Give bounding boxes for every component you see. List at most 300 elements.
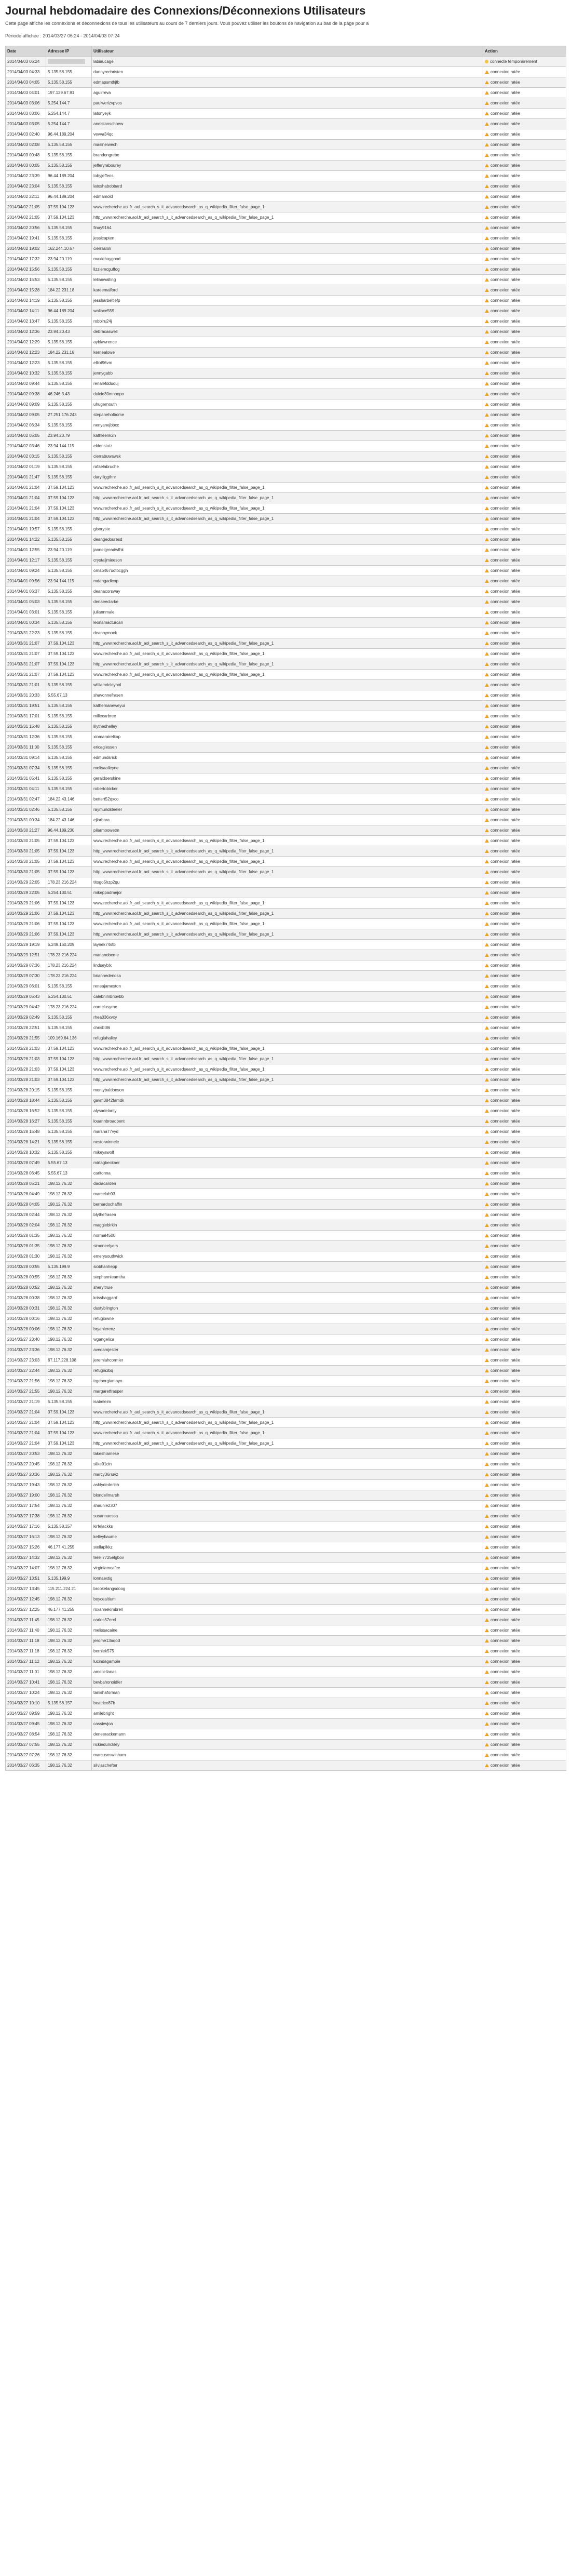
cell-user: shaunie2307: [92, 1501, 483, 1511]
table-row: [6, 1106, 566, 1116]
cell-action: [483, 493, 566, 503]
action-label: connexion ratée: [491, 277, 520, 282]
table-row: [6, 1438, 566, 1449]
cell-action: [483, 410, 566, 420]
cell-ip: 5.254.144.7: [46, 119, 92, 129]
cell-action: [483, 57, 566, 67]
cell-action: [483, 1231, 566, 1241]
table-row: [6, 586, 566, 597]
cell-action: [483, 877, 566, 888]
action-label: connexion ratée: [491, 1514, 520, 1518]
table-row: [6, 909, 566, 919]
table-row: [6, 472, 566, 483]
cell-user: silke91cin: [92, 1459, 483, 1470]
table-row: [6, 431, 566, 441]
table-row: [6, 514, 566, 524]
cell-user: www.recherche.aol.fr_aol_search_s_it_advancedsearch_as_q_wikipedia_filter_false_page_1: [92, 670, 483, 680]
action-label: connexion ratée: [491, 288, 520, 292]
table-row: [6, 1760, 566, 1771]
action-label: connexion ratée: [491, 1379, 520, 1383]
cell-action: [483, 233, 566, 244]
table-row: [6, 1407, 566, 1418]
warning-icon: [485, 1379, 489, 1383]
cell-action: [483, 1272, 566, 1283]
action-label: connexion ratée: [491, 797, 520, 802]
column-header-user[interactable]: Utilisateur: [92, 46, 483, 57]
warning-icon: [485, 1566, 489, 1570]
column-header-action[interactable]: Action: [483, 46, 566, 57]
cell-date: 2014/04/03 03:06: [6, 98, 46, 109]
cell-action: [483, 638, 566, 649]
warning-icon: [485, 569, 489, 572]
table-row: [6, 1210, 566, 1220]
table-row: [6, 348, 566, 358]
cell-action: [483, 607, 566, 618]
cell-user: wallace559: [92, 306, 483, 316]
cell-user: chrisbt86: [92, 1023, 483, 1033]
cell-date: 2014/03/28 00:55: [6, 1262, 46, 1272]
cell-date: 2014/04/02 22:11: [6, 192, 46, 202]
cell-date: 2014/03/31 21:07: [6, 670, 46, 680]
action-label: connexion ratée: [491, 444, 520, 448]
cell-date: 2014/03/28 01:35: [6, 1241, 46, 1251]
cell-action: [483, 1334, 566, 1345]
action-label: connexion ratée: [491, 662, 520, 666]
action-label: connexion ratée: [491, 1212, 520, 1217]
warning-icon: [485, 517, 489, 520]
cell-date: 2014/03/29 02:49: [6, 1012, 46, 1023]
cell-action: [483, 1158, 566, 1168]
cell-action: [483, 1241, 566, 1251]
cell-date: 2014/04/03 02:40: [6, 129, 46, 140]
warning-icon: [485, 1732, 489, 1736]
cell-ip: 5.254.130.51: [46, 888, 92, 898]
cell-ip: 5.135.58.155: [46, 586, 92, 597]
warning-icon: [485, 725, 489, 728]
cell-user: susannaessa: [92, 1511, 483, 1521]
cell-date: 2014/03/28 21:03: [6, 1075, 46, 1085]
table-row: [6, 1480, 566, 1490]
cell-ip: 5.135.58.155: [46, 701, 92, 711]
cell-action: [483, 701, 566, 711]
action-label: connexion ratée: [491, 111, 520, 116]
table-row: [6, 1625, 566, 1636]
action-label: connexion ratée: [491, 1711, 520, 1716]
warning-icon: [485, 1213, 489, 1217]
warning-icon: [485, 330, 489, 333]
cell-action: [483, 67, 566, 77]
cell-action: [483, 1490, 566, 1501]
cell-date: 2014/03/27 21:04: [6, 1418, 46, 1428]
action-label: connexion ratée: [491, 1389, 520, 1394]
table-row: [6, 1532, 566, 1542]
cell-date: 2014/03/27 21:56: [6, 1376, 46, 1386]
cell-action: [483, 836, 566, 846]
column-header-date[interactable]: Date: [6, 46, 46, 57]
cell-date: 2014/03/31 22:23: [6, 628, 46, 638]
warning-icon: [485, 1473, 489, 1476]
cell-action: [483, 1521, 566, 1532]
cell-ip: 162.244.10.67: [46, 244, 92, 254]
cell-user: pilarmoowetm: [92, 825, 483, 836]
cell-action: [483, 1584, 566, 1594]
cell-date: 2014/04/01 05:03: [6, 597, 46, 607]
cell-date: 2014/03/31 04:11: [6, 784, 46, 794]
warning-icon: [485, 548, 489, 552]
cell-action: [483, 992, 566, 1002]
cell-date: 2014/04/02 03:46: [6, 441, 46, 451]
action-label: connexion ratée: [491, 1358, 520, 1363]
warning-icon: [485, 91, 489, 95]
warning-icon: [485, 953, 489, 957]
cell-user: reneajameston: [92, 981, 483, 992]
table-row: [6, 992, 566, 1002]
cell-user: robertobicker: [92, 784, 483, 794]
cell-action: [483, 1573, 566, 1584]
cell-date: 2014/03/28 15:48: [6, 1127, 46, 1137]
action-label: connexion ratée: [491, 589, 520, 594]
cell-action: [483, 1459, 566, 1470]
warning-icon: [485, 1130, 489, 1133]
warning-icon: [485, 1618, 489, 1622]
table-row: [6, 1366, 566, 1376]
action-label: connexion ratée: [491, 953, 520, 957]
cell-action: [483, 1345, 566, 1355]
cell-action: [483, 628, 566, 638]
cell-user: takeshiamese: [92, 1449, 483, 1459]
table-row: [6, 181, 566, 192]
cell-action: [483, 597, 566, 607]
action-label: connexion ratée: [491, 755, 520, 760]
cell-ip: 178.23.216.224: [46, 971, 92, 981]
table-row: [6, 794, 566, 805]
warning-icon: [485, 1140, 489, 1144]
warning-icon: [485, 1504, 489, 1507]
cell-action: [483, 1064, 566, 1075]
cell-action: [483, 98, 566, 109]
warning-icon: [485, 1057, 489, 1061]
cell-date: 2014/03/27 22:44: [6, 1366, 46, 1376]
table-row: [6, 1127, 566, 1137]
warning-icon: [485, 1182, 489, 1185]
table-row: [6, 1116, 566, 1127]
table-row: [6, 898, 566, 909]
cell-date: 2014/03/29 06:01: [6, 981, 46, 992]
table-row: [6, 825, 566, 836]
cell-user: kerriealowe: [92, 348, 483, 358]
action-label: connexion ratée: [491, 402, 520, 407]
cell-user: beatrice87b: [92, 1698, 483, 1709]
cell-action: [483, 857, 566, 867]
warning-icon: [485, 808, 489, 811]
cell-user: ashlydederich: [92, 1480, 483, 1490]
warning-icon: [485, 112, 489, 115]
cell-user: labiaucage: [92, 57, 483, 67]
table-row: [6, 119, 566, 129]
cell-user: stepaneholbome: [92, 410, 483, 420]
cell-user: ejlarbara: [92, 815, 483, 825]
cell-ip: 5.135.58.155: [46, 773, 92, 784]
cell-ip: 5.135.58.155: [46, 161, 92, 171]
table-row: [6, 1646, 566, 1657]
cell-ip: 5.135.58.155: [46, 566, 92, 576]
action-label: connexion ratée: [491, 838, 520, 843]
warning-icon: [485, 1514, 489, 1518]
cell-action: [483, 1563, 566, 1573]
cell-user: berniek575: [92, 1646, 483, 1657]
action-label: connecté temporairement: [490, 59, 537, 64]
action-label: connexion ratée: [491, 548, 520, 552]
cell-user: maggieblrkin: [92, 1220, 483, 1231]
action-label: connexion ratée: [491, 1057, 520, 1061]
cell-ip: 23.94.144.115: [46, 441, 92, 451]
warning-icon: [485, 184, 489, 188]
action-label: connexion ratée: [491, 1701, 520, 1705]
cell-ip: 198.12.76.32: [46, 1594, 92, 1605]
cell-date: 2014/03/27 11:01: [6, 1667, 46, 1677]
warning-icon: [485, 1275, 489, 1279]
action-label: connexion ratée: [491, 1171, 520, 1176]
warning-icon: [485, 444, 489, 448]
warning-icon: [485, 1535, 489, 1539]
cell-user: bernardochaffin: [92, 1199, 483, 1210]
cell-action: [483, 1044, 566, 1054]
action-label: connexion ratée: [491, 828, 520, 833]
table-row: [6, 275, 566, 285]
cell-action: [483, 888, 566, 898]
action-label: connexion ratée: [491, 1659, 520, 1664]
cell-user: http_www.recherche.aol.fr_aol_search_s_it_advancedsearch_as_q_wikipedia_filter_false_page_1: [92, 659, 483, 670]
table-row: [6, 1283, 566, 1293]
cell-date: 2014/03/27 11:18: [6, 1636, 46, 1646]
table-row: [6, 1698, 566, 1709]
table-row: [6, 940, 566, 950]
cell-action: [483, 1376, 566, 1386]
table-row: [6, 1033, 566, 1044]
table-row: [6, 1137, 566, 1147]
cell-date: 2014/03/29 21:06: [6, 929, 46, 940]
cell-date: 2014/04/03 00:48: [6, 150, 46, 161]
cell-user: gisoryste: [92, 524, 483, 535]
warning-icon: [485, 527, 489, 531]
table-row: [6, 524, 566, 535]
cell-user: dannyrechristen: [92, 67, 483, 77]
cell-ip: 5.135.58.155: [46, 1127, 92, 1137]
cell-user: rhea036xvxy: [92, 1012, 483, 1023]
cell-user: omab467uotocggh: [92, 566, 483, 576]
table-row: [6, 451, 566, 462]
table-header-row: [6, 46, 566, 57]
cell-action: [483, 1677, 566, 1688]
cell-date: 2014/04/02 21:05: [6, 212, 46, 223]
cell-date: 2014/03/31 02:47: [6, 794, 46, 805]
warning-icon: [485, 268, 489, 271]
cell-ip: 5.135.58.155: [46, 607, 92, 618]
cell-ip: 198.12.76.32: [46, 1657, 92, 1667]
table-row: [6, 503, 566, 514]
warning-icon: [485, 1026, 489, 1030]
cell-ip: 115.211.224.21: [46, 1584, 92, 1594]
column-header-ip[interactable]: Adresse IP: [46, 46, 92, 57]
cell-ip: 5.135.58.155: [46, 981, 92, 992]
table-row: [6, 316, 566, 327]
action-label: connexion ratée: [491, 1472, 520, 1477]
warning-icon: [485, 1088, 489, 1092]
cell-date: 2014/04/03 04:05: [6, 77, 46, 88]
action-label: connexion ratée: [491, 1524, 520, 1529]
action-label: connexion ratée: [491, 579, 520, 583]
warning-icon: [485, 1244, 489, 1248]
action-label: connexion ratée: [491, 610, 520, 615]
cell-ip: 178.23.216.224: [46, 950, 92, 960]
cell-action: [483, 254, 566, 264]
warning-icon: [485, 371, 489, 375]
action-label: connexion ratée: [491, 558, 520, 563]
table-row: [6, 971, 566, 981]
table-row: [6, 1054, 566, 1064]
warning-icon: [485, 787, 489, 791]
cell-action: [483, 1750, 566, 1760]
action-label: connexion ratée: [491, 90, 520, 95]
warning-icon: [485, 70, 489, 74]
cell-ip: 5.135.58.155: [46, 1012, 92, 1023]
cell-ip: 198.12.76.32: [46, 1303, 92, 1314]
cell-date: 2014/03/31 21:07: [6, 659, 46, 670]
cell-date: 2014/04/02 20:56: [6, 223, 46, 233]
cell-user: www.recherche.aol.fr_aol_search_s_it_advancedsearch_as_q_wikipedia_filter_false_page_1: [92, 1064, 483, 1075]
cell-action: [483, 566, 566, 576]
warning-icon: [485, 797, 489, 801]
warning-icon: [485, 506, 489, 510]
cell-date: 2014/04/01 19:57: [6, 524, 46, 535]
table-row: [6, 1667, 566, 1677]
cell-action: [483, 77, 566, 88]
action-label: connexion ratée: [491, 1607, 520, 1612]
action-label: connexion ratée: [491, 1732, 520, 1737]
cell-user: www.recherche.aol.fr_aol_search_s_it_advancedsearch_as_q_wikipedia_filter_false_page_1: [92, 919, 483, 929]
warning-icon: [485, 1462, 489, 1466]
cell-action: [483, 1189, 566, 1199]
cell-user: denaeeclarke: [92, 597, 483, 607]
cell-user: marcusoswinham: [92, 1750, 483, 1760]
cell-user: www.recherche.aol.fr_aol_search_s_it_advancedsearch_as_q_wikipedia_filter_false_page_1: [92, 649, 483, 659]
table-row: [6, 732, 566, 742]
cell-date: 2014/04/02 19:02: [6, 244, 46, 254]
warning-icon: [485, 849, 489, 853]
warning-icon: [485, 423, 489, 427]
cell-ip: 5.135.58.155: [46, 618, 92, 628]
warning-icon: [485, 101, 489, 105]
table-row: [6, 1002, 566, 1012]
cell-action: [483, 555, 566, 566]
cell-date: 2014/03/27 09:59: [6, 1709, 46, 1719]
cell-action: [483, 919, 566, 929]
warning-icon: [485, 901, 489, 905]
cell-user: kathernaneweyui: [92, 701, 483, 711]
warning-icon: [485, 984, 489, 988]
cell-action: [483, 431, 566, 441]
cell-ip: 198.12.76.32: [46, 1563, 92, 1573]
cell-date: 2014/03/29 21:06: [6, 919, 46, 929]
action-label: connexion ratée: [491, 724, 520, 729]
action-label: connexion ratée: [491, 350, 520, 355]
cell-action: [483, 690, 566, 701]
warning-icon: [485, 1670, 489, 1674]
cell-ip: 198.12.76.32: [46, 1709, 92, 1719]
cell-date: 2014/03/29 21:06: [6, 909, 46, 919]
action-label: connexion ratée: [491, 766, 520, 770]
action-label: connexion ratée: [491, 1296, 520, 1300]
cell-ip: 5.135.58.155: [46, 379, 92, 389]
cell-action: [483, 1324, 566, 1334]
cell-action: [483, 753, 566, 763]
cell-date: 2014/03/31 21:07: [6, 638, 46, 649]
table-row: [6, 960, 566, 971]
action-label: connexion ratée: [491, 1327, 520, 1331]
warning-icon: [485, 538, 489, 541]
cell-user: http_www.recherche.aol.fr_aol_search_s_it_advancedsearch_as_q_wikipedia_filter_false_page_1: [92, 846, 483, 857]
action-label: connexion ratée: [491, 880, 520, 885]
warning-icon: [485, 319, 489, 323]
warning-icon: [485, 652, 489, 656]
cell-ip: [46, 57, 92, 67]
cell-user: sheryltruie: [92, 1283, 483, 1293]
cell-ip: 5.135.58.155: [46, 1137, 92, 1147]
cell-date: 2014/03/27 23:03: [6, 1355, 46, 1366]
cell-user: melisaalleyne: [92, 763, 483, 773]
action-label: connexion ratée: [491, 1638, 520, 1643]
cell-ip: 5.135.58.155: [46, 732, 92, 742]
cell-ip: 5.135.58.155: [46, 358, 92, 368]
table-row: [6, 1657, 566, 1667]
cell-ip: 23.94.20.43: [46, 327, 92, 337]
cell-ip: 198.12.76.32: [46, 1324, 92, 1334]
cell-date: 2014/03/27 08:54: [6, 1729, 46, 1740]
cell-ip: 5.135.58.157: [46, 1698, 92, 1709]
table-row: [6, 722, 566, 732]
cell-ip: 5.135.199.9: [46, 1573, 92, 1584]
cell-ip: 37.59.104.123: [46, 1044, 92, 1054]
table-row: [6, 212, 566, 223]
cell-action: [483, 940, 566, 950]
table-row: [6, 618, 566, 628]
action-label: connexion ratée: [491, 922, 520, 926]
action-label: connexion ratée: [491, 527, 520, 531]
action-label: connexion ratée: [491, 1753, 520, 1757]
table-body: [6, 57, 566, 1771]
cell-user: trgeborgiamayo: [92, 1376, 483, 1386]
cell-ip: 184.22.43.146: [46, 815, 92, 825]
cell-date: 2014/03/31 00:34: [6, 815, 46, 825]
action-label: connexion ratée: [491, 1109, 520, 1113]
cell-user: marcelah93: [92, 1189, 483, 1199]
cell-action: [483, 618, 566, 628]
cell-ip: 198.12.76.32: [46, 1210, 92, 1220]
cell-user: edmapsmthjfb: [92, 77, 483, 88]
table-row: [6, 711, 566, 722]
action-label: connexion ratée: [491, 890, 520, 895]
cell-action: [483, 1470, 566, 1480]
cell-date: 2014/03/31 07:34: [6, 763, 46, 773]
cell-user: paulwerizvpvos: [92, 98, 483, 109]
cell-action: [483, 586, 566, 597]
warning-icon: [485, 1608, 489, 1611]
warning-icon: [485, 1691, 489, 1694]
cell-user: krisshaggard: [92, 1293, 483, 1303]
cell-user: refugiowne: [92, 1314, 483, 1324]
cell-action: [483, 670, 566, 680]
cell-user: calebnimbnbvbb: [92, 992, 483, 1002]
